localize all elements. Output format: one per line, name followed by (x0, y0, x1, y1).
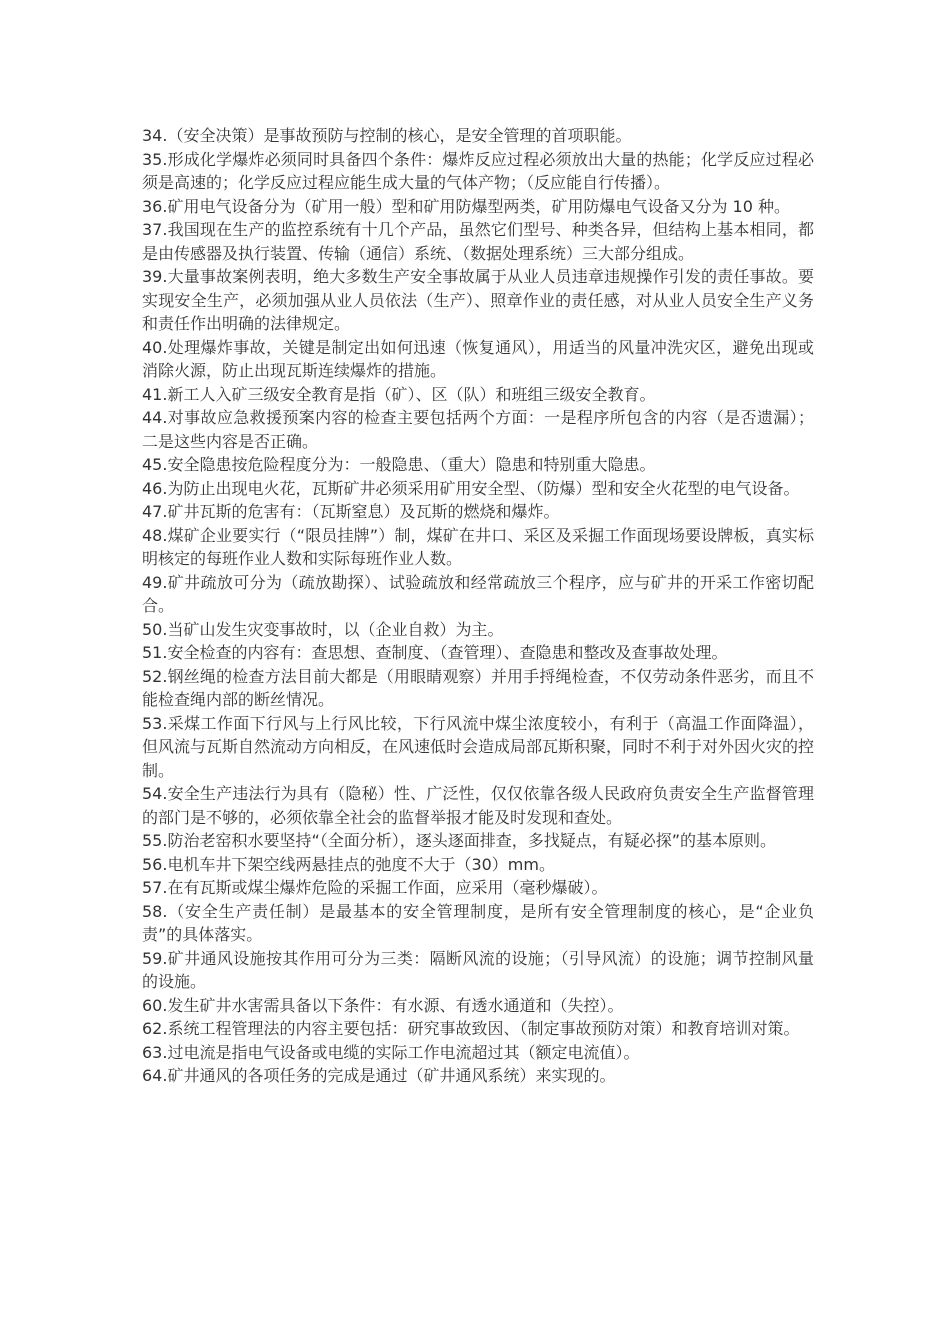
question-54: 54.安全生产违法行为具有（隐秘）性、广泛性，仅仅依靠各级人民政府负责安全生产监督管理的部门是不够的，必须依靠全社会的监督举报才能及时发现和查处。 (142, 784, 814, 827)
question-44: 44.对事故应急救援预案内容的检查主要包括两个方面：一是程序所包含的内容（是否遗漏）；二是这些内容是否正确。 (142, 408, 814, 451)
question-48: 48.煤矿企业要实行（“限员挂牌”）制，煤矿在井口、采区及采掘工作面现场要设牌板，真实标明核定的每班作业人数和实际每班作业人数。 (142, 525, 814, 568)
question-51: 51.安全检查的内容有：查思想、查制度、（查管理）、查隐患和整改及查事故处理。 (142, 643, 728, 662)
question-40: 40.处理爆炸事故，关键是制定出如何迅速（恢复通风），用适当的风量冲洗灾区，避免出现或消除火源，防止出现瓦斯连续爆炸的措施。 (142, 337, 814, 380)
question-39: 39.大量事故案例表明，绝大多数生产安全事故属于从业人员违章违规操作引发的责任事故。要实现安全生产，必须加强从业人员依法（生产）、照章作业的责任感，对从业人员安全生产义务和责任作出明确的法律规定。 (142, 267, 814, 333)
question-49: 49.矿井疏放可分为（疏放勘探）、试验疏放和经常疏放三个程序，应与矿井的开采工作密切配合。 (142, 572, 814, 615)
question-45: 45.安全隐患按危险程度分为：一般隐患、（重大）隐患和特别重大隐患。 (142, 455, 656, 474)
question-64: 64.矿井通风的各项任务的完成是通过（矿井通风系统）来实现的。 (142, 1066, 616, 1085)
question-57: 57.在有瓦斯或煤尘爆炸危险的采掘工作面，应采用（毫秒爆破）。 (142, 878, 608, 897)
question-37: 37.我国现在生产的监控系统有十几个产品，虽然它们型号、种类各异，但结构上基本相同，都是由传感器及执行装置、传输（通信）系统、（数据处理系统）三大部分组成。 (142, 220, 814, 263)
question-46: 46.为防止出现电火花，瓦斯矿井必须采用矿用安全型、（防爆）型和安全火花型的电气设备。 (142, 478, 800, 498)
question-62: 62.系统工程管理法的内容主要包括：研究事故致因、（制定事故预防对策）和教育培训对策。 (142, 1019, 800, 1038)
question-56: 56.电机车井下架空线两悬挂点的弛度不大于（30）mm。 (142, 854, 555, 874)
question-55: 55.防治老窑积水要坚持“（全面分析），逐头逐面排查，多找疑点，有疑必探”的基本原则。 (142, 831, 777, 850)
question-63: 63.过电流是指电气设备或电缆的实际工作电流超过其（额定电流值）。 (142, 1042, 640, 1062)
question-34: 34.（安全决策）是事故预防与控制的核心，是安全管理的首项职能。 (142, 126, 632, 145)
question-36: 36.矿用电气设备分为（矿用一般）型和矿用防爆型两类，矿用防爆电气设备又分为 10 种。 (142, 196, 790, 216)
question-47: 47.矿井瓦斯的危害有：（瓦斯窒息）及瓦斯的燃烧和爆炸。 (142, 502, 560, 521)
document-body (142, 124, 814, 1088)
question-60: 60.发生矿井水害需具备以下条件：有水源、有透水通道和（失控）。 (142, 995, 624, 1015)
question-50: 50.当矿山发生灾变事故时，以（企业自救）为主。 (142, 619, 504, 639)
question-52: 52.钢丝绳的检查方法目前大都是（用眼睛观察）并用手捋绳检查，不仅劳动条件恶劣，而且不能检查绳内部的断丝情况。 (142, 666, 814, 709)
question-41: 41.新工人入矿三级安全教育是指（矿）、区（队）和班组三级安全教育。 (142, 384, 656, 404)
question-53: 53.采煤工作面下行风与上行风比较，下行风流中煤尘浓度较小，有利于（高温工作面降温），但风流与瓦斯自然流动方向相反，在风速低时会造成局部瓦斯积聚，同时不利于对外因火灾的控制。 (142, 713, 815, 780)
question-35: 35.形成化学爆炸必须同时具备四个条件：爆炸反应过程必须放出大量的热能；化学反应过程必须是高速的；化学反应过程应能生成大量的气体产物；（反应能自行传播）。 (142, 149, 814, 192)
question-58: 58.（安全生产责任制）是最基本的安全管理制度，是所有安全管理制度的核心，是“企业负责”的具体落实。 (142, 901, 814, 944)
question-59: 59.矿井通风设施按其作用可分为三类：隔断风流的设施；（引导风流）的设施；调节控制风量的设施。 (142, 948, 814, 991)
